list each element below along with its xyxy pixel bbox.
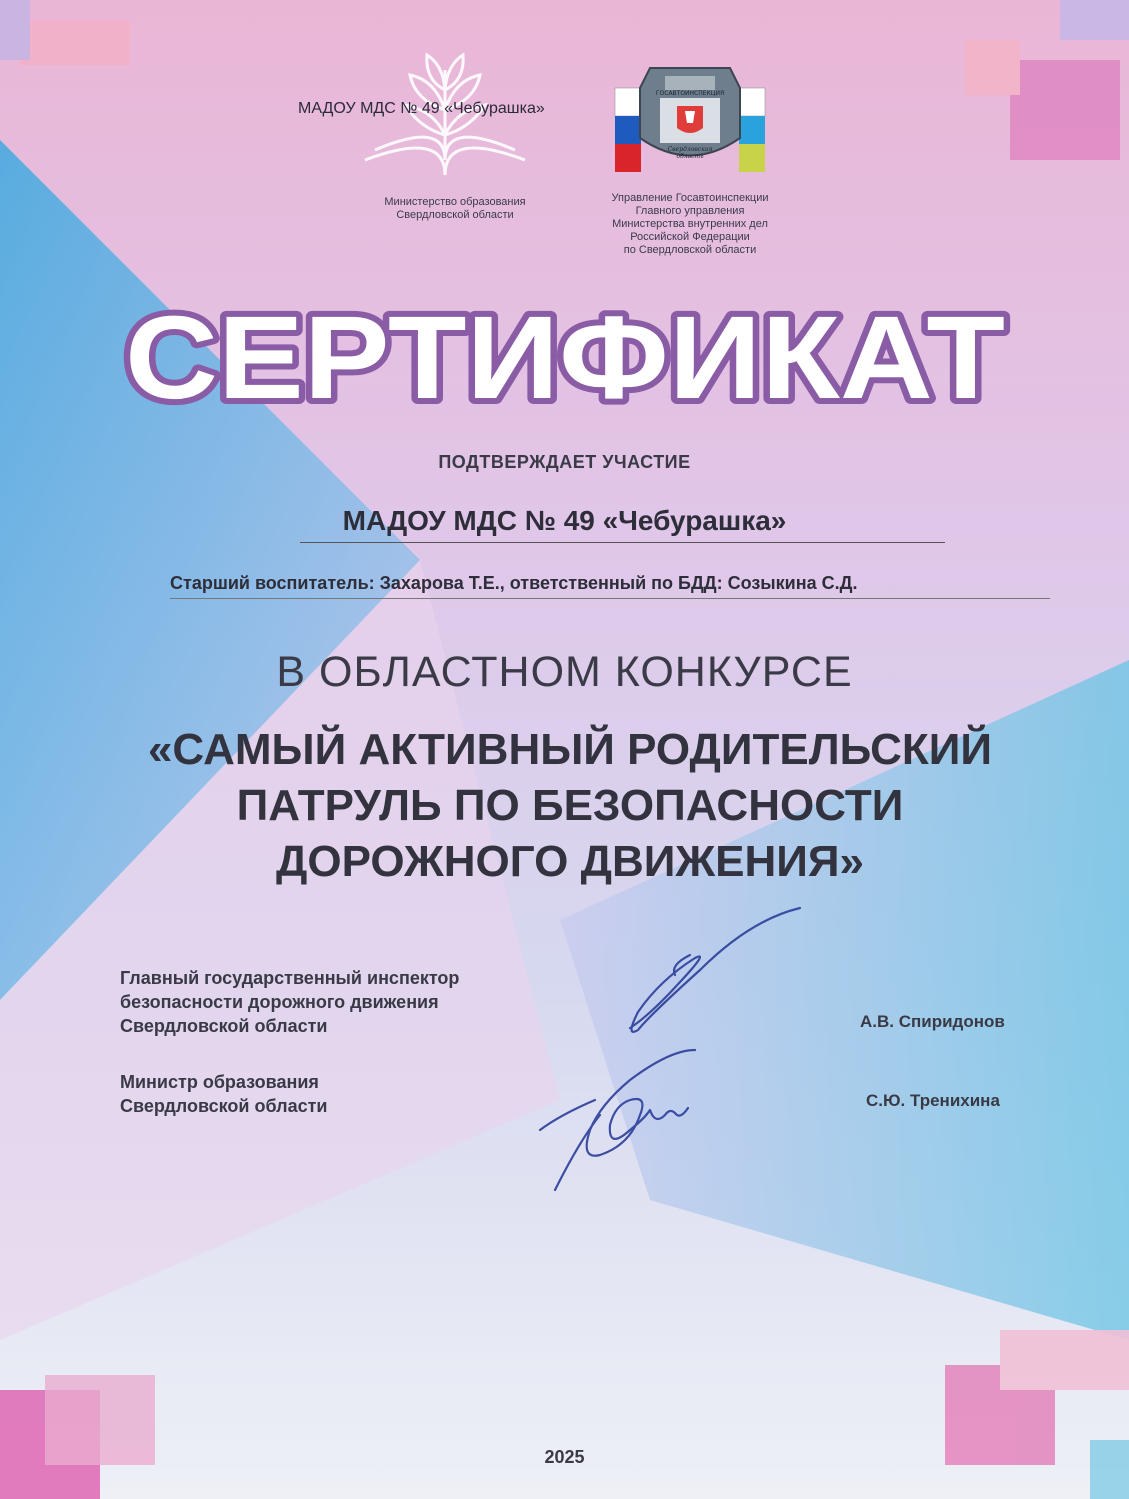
shield-region-text: Свердловская <box>667 146 713 153</box>
certificate-title <box>110 290 1020 420</box>
confirms-participation: ПОДТВЕРЖДАЕТ УЧАСТИЕ <box>438 452 691 472</box>
signatory-1-position <box>120 966 580 1038</box>
signature-2-stroke <box>540 1100 595 1130</box>
gai-caption <box>580 192 800 257</box>
position-line: безопасности дорожного движения <box>120 992 439 1012</box>
ministry-caption <box>340 196 570 222</box>
signature-1-stroke <box>630 908 800 1032</box>
signatory-1-name: А.В. Спиридонов <box>860 1012 1005 1031</box>
gai-line: Управление Госавтоинспекции <box>611 192 769 204</box>
gai-line: по Свердловской области <box>623 244 757 256</box>
contest-name-line: «САМЫЙ АКТИВНЫЙ РОДИТЕЛЬСКИЙ <box>147 725 993 774</box>
organization-name: МАДОУ МДС № 49 «Чебурашка» <box>342 505 787 536</box>
position-line: Министр образования <box>120 1072 319 1092</box>
header-school-name: МАДОУ МДС № 49 «Чебурашка» <box>298 100 545 117</box>
position-line: Свердловской области <box>120 1096 328 1116</box>
contest-intro: В ОБЛАСТНОМ КОНКУРСЕ <box>276 648 853 696</box>
contest-name <box>60 722 1080 890</box>
shield-title-text: ГОСАВТОИНСПЕКЦИЯ <box>655 90 725 97</box>
signature-2-stroke <box>587 1050 695 1156</box>
contest-name-line: ДОРОЖНОГО ДВИЖЕНИЯ» <box>276 837 864 886</box>
handwritten-signatures <box>520 900 820 1200</box>
contest-name-line: ПАТРУЛЬ ПО БЕЗОПАСНОСТИ <box>236 781 904 830</box>
persons-underline <box>170 598 1050 599</box>
ministry-line: Министерство образования <box>384 196 526 208</box>
gai-line: Российской Федерации <box>630 231 750 243</box>
gai-line: Главного управления <box>635 205 745 217</box>
svg-text:СЕРТИФИКАТ: СЕРТИФИКАТ <box>125 292 1005 420</box>
shield-region-text: область <box>676 153 704 160</box>
organization-underline <box>300 542 945 543</box>
gai-line: Министерства внутренних дел <box>612 218 768 230</box>
signature-2-stroke <box>555 1115 600 1190</box>
year: 2025 <box>544 1447 585 1467</box>
position-line: Свердловской области <box>120 1016 328 1036</box>
position-line: Главный государственный инспектор <box>120 968 460 988</box>
signatory-2-position <box>120 1070 580 1118</box>
ministry-line: Свердловской области <box>396 209 514 221</box>
signatory-2-name: С.Ю. Тренихина <box>866 1091 1000 1110</box>
responsible-persons: Старший воспитатель: Захарова Т.Е., ответственный по БДД: Созыкина С.Д. <box>170 573 858 593</box>
gai-shield-logo <box>605 48 775 178</box>
